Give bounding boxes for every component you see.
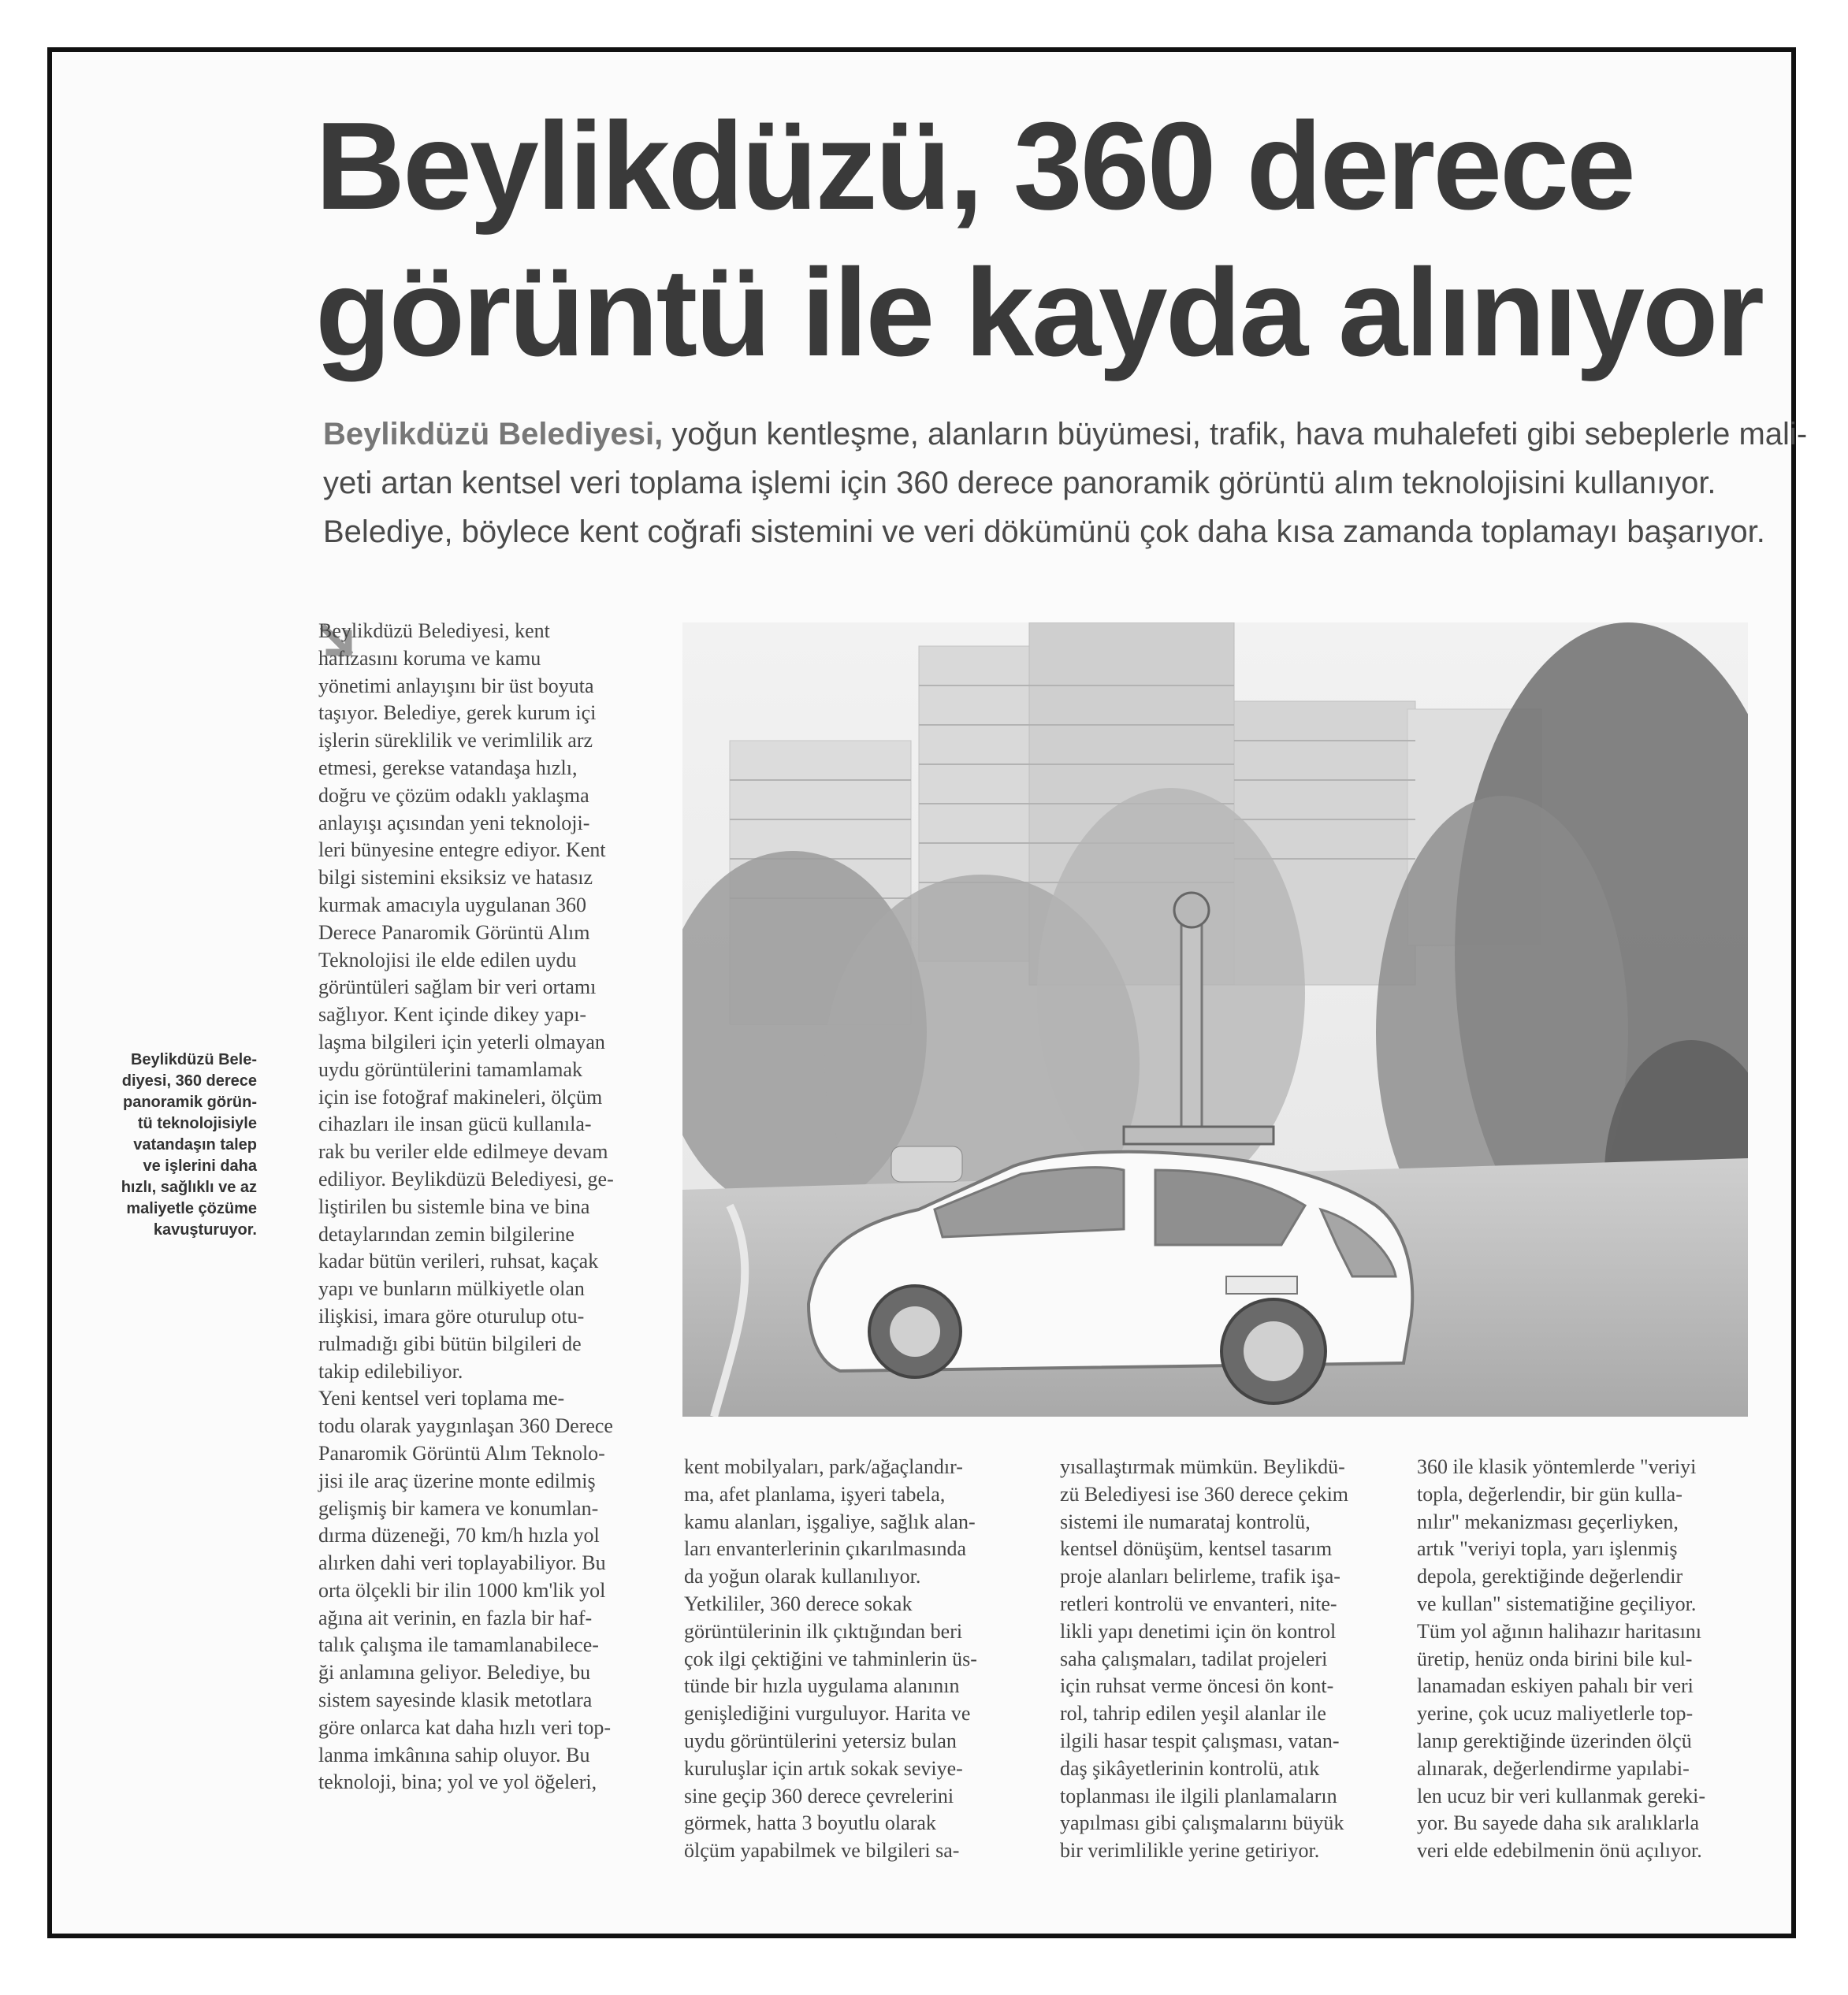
text-line: kentsel dönüşüm, kentsel tasarım xyxy=(1060,1537,1333,1561)
text-line: sistemi ile numarataj kontrolü, xyxy=(1060,1510,1311,1533)
text-column-3 xyxy=(1060,1454,1399,1865)
text-line: genişlediğini vurguluyor. Harita ve xyxy=(684,1702,971,1726)
text-line: leri bünyesine entegre ediyor. Kent xyxy=(318,838,606,862)
text-line: 360 ile klasik yöntemlerde "veriyi xyxy=(1417,1455,1697,1478)
text-line: yapı ve bunların mülkiyetle olan xyxy=(318,1277,585,1301)
text-line: proje alanları belirleme, trafik işa- xyxy=(1060,1565,1340,1588)
text-line: ilişkisi, imara göre oturulup otu- xyxy=(318,1304,585,1328)
text-line: yor. Bu sayede daha sık aralıklarla xyxy=(1417,1811,1700,1835)
text-line: Beylikdüzü Belediyesi, kent xyxy=(318,619,550,642)
text-line: etmesi, gerekse vatandaşa hızlı, xyxy=(318,756,578,779)
text-line: lanıp gerektiğinde üzerinden ölçü xyxy=(1417,1729,1692,1752)
text-column-2 xyxy=(684,1454,1026,1865)
text-line: Tüm yol ağının halihazır haritasını xyxy=(1417,1619,1702,1643)
text-line: Panaromik Görüntü Alım Teknolo- xyxy=(318,1441,605,1465)
text-line: rulmadığı gibi bütün bilgileri de xyxy=(318,1332,582,1355)
text-line: görüntüleri sağlam bir veri ortamı xyxy=(318,975,597,999)
text-line: anlayışı açısından yeni teknoloji- xyxy=(318,811,590,834)
text-line: rol, tahrip edilen yeşil alanlar ile xyxy=(1060,1702,1326,1726)
text-line: Beylikdüzü Bele- xyxy=(130,1051,257,1068)
lede-bold-lead: Beylikdüzü Belediyesi, xyxy=(323,417,664,451)
lede-line xyxy=(323,410,1808,459)
text-line: rak bu veriler elde edilmeye devam xyxy=(318,1140,608,1164)
text-line: lanamadan eskiyen pahalı bir veri xyxy=(1417,1674,1694,1698)
headline-line: görüntü ile kayda alınıyor xyxy=(315,243,1762,382)
text-line: uydu görüntülerini tamamlamak xyxy=(318,1057,583,1081)
text-line: todu olarak yaygınlaşan 360 Derece xyxy=(318,1414,613,1438)
lede-line: Belediye, böylece kent coğrafi sistemini ve veri dökümünü çok daha kısa zamanda toplamayı başarıyor. xyxy=(323,515,1765,549)
lede-paragraph xyxy=(323,410,1808,556)
text-line: Derece Panaromik Görüntü Alım xyxy=(318,920,590,944)
lede-text: yoğun kentleşme, alanların büyümesi, trafik, hava muhalefeti gibi sebeplerle mali- xyxy=(663,417,1808,451)
text-line: toplanması ile ilgili planlamaların xyxy=(1060,1784,1337,1807)
text-line: yerine, çok ucuz maliyetlerle top- xyxy=(1417,1702,1694,1726)
text-column-4 xyxy=(1417,1454,1746,1865)
text-line: retleri kontrolü ve envanteri, nite- xyxy=(1060,1592,1337,1615)
text-line: hızlı, sağlıklı ve az xyxy=(121,1179,257,1196)
text-line: talık çalışma ile tamamlanabilece- xyxy=(318,1633,599,1657)
text-line: panoramik görün- xyxy=(122,1094,257,1111)
text-line: görüntülerinin ilk çıktığından beri xyxy=(684,1619,963,1643)
text-line: kadar bütün verileri, ruhsat, kaçak xyxy=(318,1250,599,1273)
lede-line: yeti artan kentsel veri toplama işlemi için 360 derece panoramik görüntü alım teknolojisini kullanıyor. xyxy=(323,466,1716,500)
text-line: likli yapı denetimi için ön kontrol xyxy=(1060,1619,1337,1643)
text-line: cihazları ile insan gücü kullanıla- xyxy=(318,1113,592,1136)
text-line: gelişmiş bir kamera ve konumlan- xyxy=(318,1496,599,1520)
text-line: jisi ile araç üzerine monte edilmiş xyxy=(318,1469,596,1492)
text-line: kamu alanları, işgaliye, sağlık alan- xyxy=(684,1510,976,1533)
text-line: diyesi, 360 derece xyxy=(121,1072,257,1090)
text-line: laşma bilgileri için yeterli olmayan xyxy=(318,1030,605,1053)
text-line: yönetimi anlayışını bir üst boyuta xyxy=(318,674,594,697)
text-line: için ise fotoğraf makineleri, ölçüm xyxy=(318,1085,603,1109)
text-line: kurmak amacıyla uygulanan 360 xyxy=(318,893,587,916)
text-line: yısallaştırmak mümkün. Beylikdü- xyxy=(1060,1455,1345,1478)
text-line: zü Belediyesi ise 360 derece çekim xyxy=(1060,1482,1349,1506)
text-line: ve kullan" sistematiğine geçiliyor. xyxy=(1417,1592,1697,1615)
text-line: orta ölçekli bir ilin 1000 km'lik yol xyxy=(318,1578,606,1602)
text-line: teknoloji, bina; yol ve yol öğeleri, xyxy=(318,1770,597,1794)
text-line: görmek, hatta 3 boyutlu olarak xyxy=(684,1811,936,1835)
text-line: artık "veriyi topla, yarı işlenmiş xyxy=(1417,1537,1678,1561)
headline-line: Beylikdüzü, 360 derece xyxy=(315,97,1634,236)
text-line: maliyetle çözüme xyxy=(126,1200,257,1217)
text-line: alırken dahi veri toplayabiliyor. Bu xyxy=(318,1551,606,1575)
text-line: topla, değerlendir, bir gün kulla- xyxy=(1417,1482,1683,1506)
text-line: sistem sayesinde klasik metotlara xyxy=(318,1689,593,1712)
text-line: ilgili hasar tespit çalışması, vatan- xyxy=(1060,1729,1340,1752)
text-line: ve işlerini daha xyxy=(143,1157,257,1175)
text-line: Teknolojisi ile elde edilen uydu xyxy=(318,948,577,971)
text-line: Yetkililer, 360 derece sokak xyxy=(684,1592,913,1615)
text-line: sine geçip 360 derece çevrelerini xyxy=(684,1784,954,1807)
headline xyxy=(315,93,1762,386)
text-line: tü teknolojisiyle xyxy=(137,1115,257,1132)
text-line: ediliyor. Beylikdüzü Belediyesi, ge- xyxy=(318,1167,614,1191)
text-line: için ruhsat verme öncesi ön kont- xyxy=(1060,1674,1334,1698)
text-line: bilgi sistemini eksiksiz ve hatasız xyxy=(318,866,593,890)
text-line: üretip, henüz onda birini bile kul- xyxy=(1417,1647,1693,1670)
text-line: veri elde edebilmenin önü açılıyor. xyxy=(1417,1839,1702,1863)
text-line: taşıyor. Belediye, gerek kurum içi xyxy=(318,701,597,725)
text-line: işlerin süreklilik ve verimlilik arz xyxy=(318,729,593,752)
text-line: çok ilgi çektiğini ve tahminlerin üs- xyxy=(684,1647,977,1670)
text-line: hafızasını koruma ve kamu xyxy=(318,646,541,670)
text-line: ağına ait verinin, en fazla bir haf- xyxy=(318,1606,593,1629)
text-line: bir verimlilikle yerine getiriyor. xyxy=(1060,1839,1320,1863)
text-line: vatandaşın talep xyxy=(133,1136,257,1154)
text-line: uydu görüntülerini yetersiz bulan xyxy=(684,1729,957,1752)
text-line: ları envanterlerinin çıkarılmasında xyxy=(684,1537,967,1561)
text-line: Yeni kentsel veri toplama me- xyxy=(318,1387,565,1410)
text-line: len ucuz bir veri kullanmak gereki- xyxy=(1417,1784,1706,1807)
text-line: lanma imkânına sahip oluyor. Bu xyxy=(318,1743,590,1767)
text-line: doğru ve çözüm odaklı yaklaşma xyxy=(318,783,589,807)
text-line: tünde bir hızla uygulama alanının xyxy=(684,1674,960,1698)
text-line: da yoğun olarak kullanılıyor. xyxy=(684,1565,921,1588)
text-line: kuruluşlar için artık sokak seviye- xyxy=(684,1756,963,1780)
text-line: alınarak, değerlendirme yapılabi- xyxy=(1417,1756,1690,1780)
text-column-1 xyxy=(318,618,656,1796)
text-line: daş şikâyetlerinin kontrolü, atık xyxy=(1060,1756,1320,1780)
text-line: göre onlarca kat daha hızlı veri top- xyxy=(318,1715,612,1739)
photo-caption xyxy=(93,1050,257,1241)
text-line: ği anlamına geliyor. Belediye, bu xyxy=(318,1661,591,1685)
text-line: ölçüm yapabilmek ve bilgileri sa- xyxy=(684,1839,960,1863)
text-line: kavuşturuyor. xyxy=(153,1221,257,1239)
text-line: takip edilebiliyor. xyxy=(318,1359,463,1383)
text-line: saha çalışmaları, tadilat projeleri xyxy=(1060,1647,1328,1670)
text-line: sağlıyor. Kent içinde dikey yapı- xyxy=(318,1003,587,1027)
text-line: ma, afet planlama, işyeri tabela, xyxy=(684,1482,946,1506)
text-line: detaylarından zemin bilgilerine xyxy=(318,1222,574,1246)
text-line: depola, gerektiğinde değerlendir xyxy=(1417,1565,1683,1588)
text-line: kent mobilyaları, park/ağaçlandır- xyxy=(684,1455,963,1478)
text-line: nılır" mekanizması geçerliyken, xyxy=(1417,1510,1679,1533)
text-line: yapılması gibi çalışmalarını büyük xyxy=(1060,1811,1344,1835)
text-line: liştirilen bu sistemle bina ve bina xyxy=(318,1194,590,1218)
street-view-car-photo xyxy=(682,622,1748,1417)
text-line: dırma düzeneği, 70 km/h hızla yol xyxy=(318,1524,600,1547)
